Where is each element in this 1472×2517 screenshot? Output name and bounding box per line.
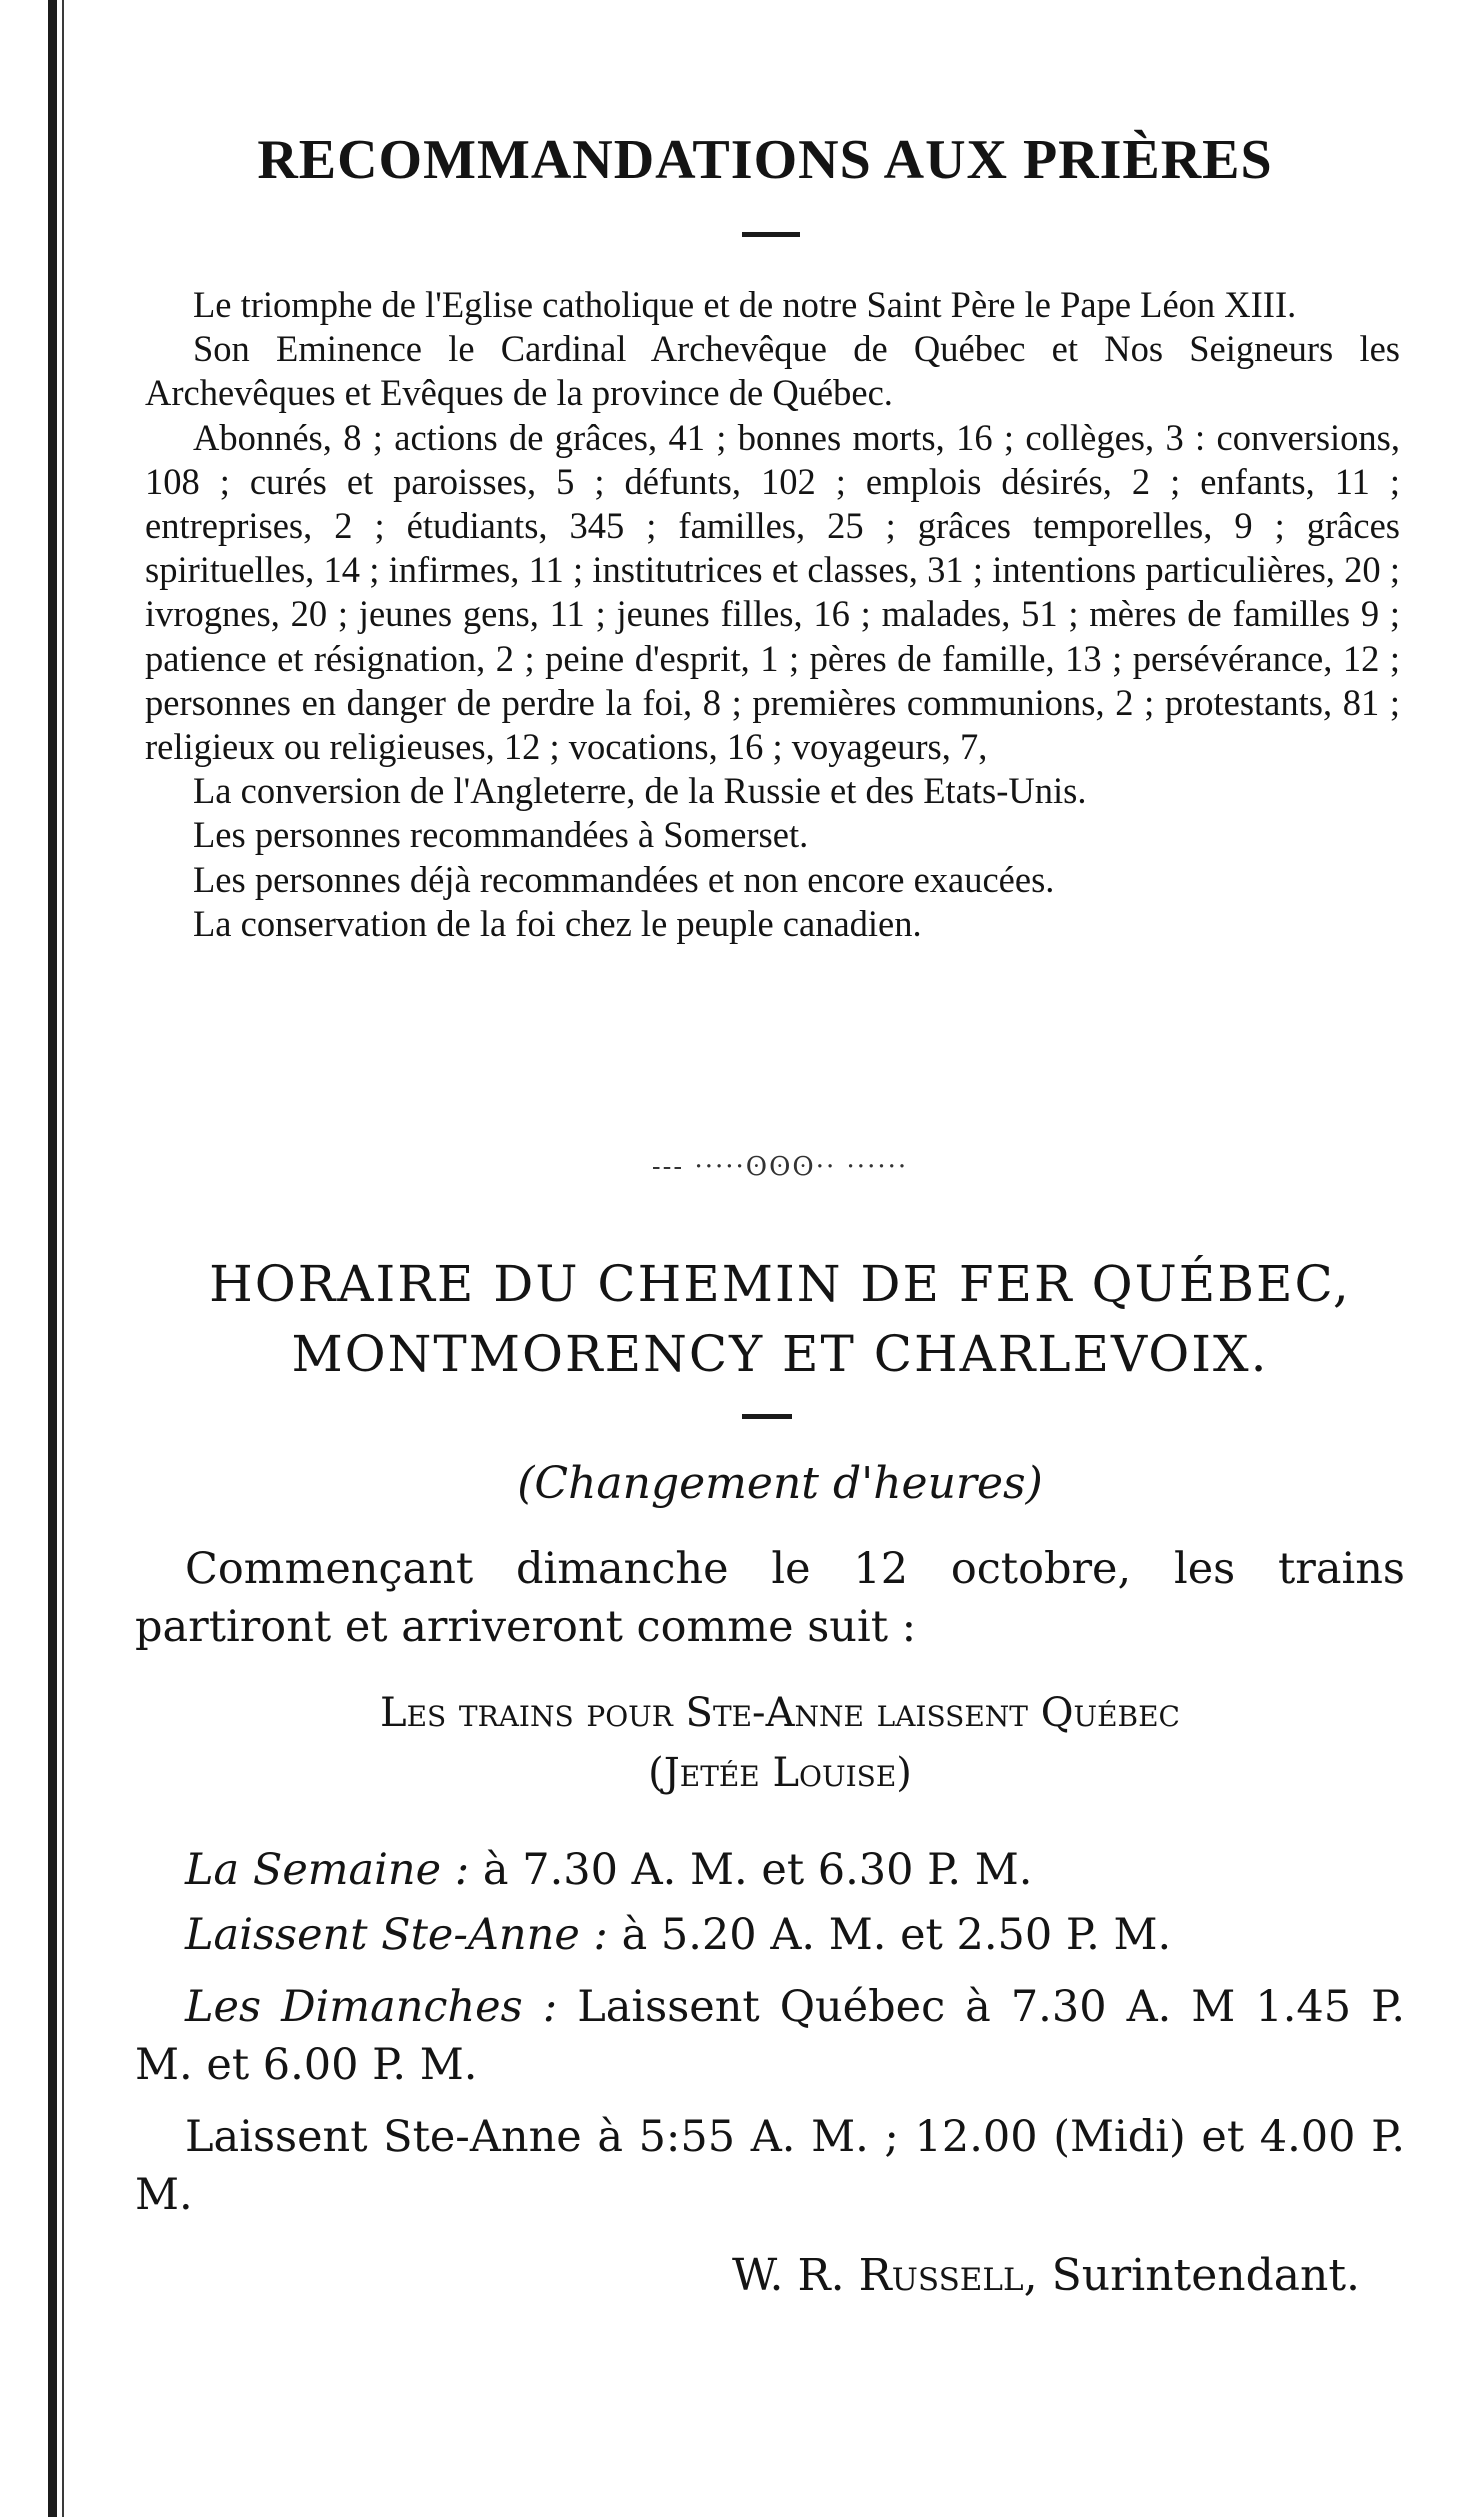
prayers-heading: RECOMMANDATIONS AUX PRIÈRES [257,129,1273,191]
prayer-paragraph: Les personnes déjà recommandées et non encore exaucées. [193,858,1055,900]
intro-text: Commençant dimanche le 12 octobre, les trains partiront et arriveront comme suit : [135,1544,1405,1652]
sunday-label: Les Dimanches : [185,1982,558,2032]
prayer-paragraph: Le triomphe de l'Eglise catholique et de notre Saint Père le Pape Léon XIII. [193,284,1297,325]
left-margin-thin-rule [62,0,64,2517]
timetable-title-line1: HORAIRE DU CHEMIN DE FER QUÉBEC, [209,1255,1351,1313]
prayer-paragraph: Abonnés, 8 ; actions de grâces, 41 ; bonnes morts, 16 ; collèges, 3 : conversions, 108 ; curés et paroisses, 5 ; défunts, 102 ; emplois désirés, 2 ; enfants, 11 ; entreprises, 2 ; étudiants, 345 ; familles, 25 ; grâces temporelles, 9 ; grâces spirituelles, 14 ; infirmes, 11 ; institutrices et classes, 31 ; intentions particulières, 20 ; ivrognes, 20 ; jeunes gens, 11 ; jeunes filles, 16 ; malades, 51 ; mères de familles 9 ; patience et résignation, 2 ; peine d'esprit, 1 ; pères de famille, 13 ; persévérance, 12 ; personnes en danger de perdre la foi, 8 ; premières communions, 2 ; protestants, 81 ; religieux ou religieuses, 12 ; vocations, 16 ; voyageurs, 7, [145,416,1400,768]
sunday-text: Laissent Québec à 7.30 A. M 1.45 P. M. et 6.00 P. M. [135,1982,1405,2090]
weekday-return-schedule [185,1905,1455,1965]
ornamental-separator: --- ·····ʘʘʘ·· ······ [651,1152,909,1182]
timetable-title-line2: MONTMORENCY ET CHARLEVOIX. [291,1325,1269,1383]
weekday-times: à 7.30 A. M. et 6.30 P. M. [482,1845,1033,1895]
heading-dash [742,232,800,237]
weekday-return-times: à 5.20 A. M. et 2.50 P. M. [621,1910,1172,1960]
prayer-paragraph: Son Eminence le Cardinal Archevêque de Québec et Nos Seigneurs les Archevêques et Evêques de la province de Québec. [145,328,1400,414]
weekday-label: La Semaine : [185,1845,470,1895]
weekday-schedule [185,1840,1455,1900]
sunday-return-schedule [135,2108,1405,2224]
left-margin-rule [48,0,57,2517]
timetable-intro [135,1540,1405,1656]
departure-heading: Les trains pour Ste-Anne laissent Québec [380,1690,1180,1736]
signature-title: Surintendant. [1051,2250,1360,2301]
prayer-paragraph: Les personnes recommandées à Somerset. [193,814,809,856]
sunday-return-text: Laissent Ste-Anne à 5:55 A. M. ; 12.00 (Midi) et 4.00 P. M. [135,2112,1405,2220]
weekday-return-label: Laissent Ste-Anne : [185,1910,608,1960]
timetable-subtitle: (Changement d'heures) [517,1458,1043,1509]
signature-name: W. R. Russell, [732,2250,1038,2301]
departure-subheading: (Jetée Louise) [648,1750,912,1796]
prayer-paragraph: La conservation de la foi chez le peuple canadien. [193,902,922,944]
sunday-schedule [135,1978,1405,2094]
title-dash [742,1414,792,1419]
prayer-paragraph: La conversion de l'Angleterre, de la Russie et des Etats-Unis. [193,770,1087,812]
prayers-body [145,283,1400,946]
signature [630,2250,1360,2301]
